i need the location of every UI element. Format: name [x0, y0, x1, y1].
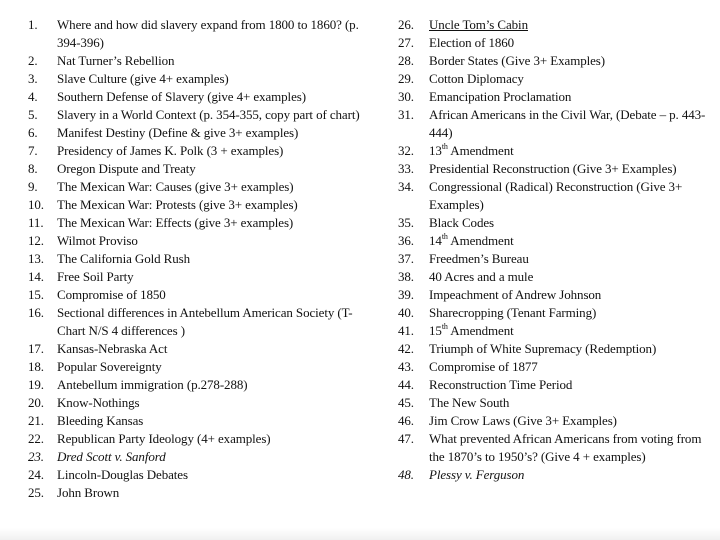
list-item — [398, 214, 710, 232]
item-text: Southern Defense of Slavery (give 4+ examples) — [57, 89, 306, 104]
list-item — [398, 322, 710, 340]
list-item — [398, 142, 710, 160]
list-item — [398, 250, 710, 268]
item-text: The California Gold Rush — [57, 251, 190, 266]
item-text: Nat Turner’s Rebellion — [57, 53, 175, 68]
item-text: Dred Scott v. Sanford — [57, 449, 166, 464]
item-number: 28. — [398, 53, 414, 68]
item-text: Compromise of 1877 — [429, 359, 538, 374]
item-number: 1. — [28, 17, 38, 32]
item-text — [429, 142, 710, 160]
item-text: Antebellum immigration (p.278-288) — [57, 377, 248, 392]
item-text: The Mexican War: Effects (give 3+ examples) — [57, 215, 294, 230]
item-number: 12. — [28, 233, 44, 248]
item-text — [429, 322, 710, 340]
item-number: 4. — [28, 89, 38, 104]
item-number: 6. — [28, 125, 38, 140]
list-item — [398, 430, 710, 466]
item-number: 24. — [28, 467, 44, 482]
list-item — [398, 340, 710, 358]
ordinal-number: 15 — [429, 323, 442, 338]
item-number: 5. — [28, 107, 38, 122]
item-text-rest: Amendment — [447, 143, 514, 158]
list-item — [398, 286, 710, 304]
ordinal-number: 14 — [429, 233, 442, 248]
item-text: Sectional differences in Antebellum American Society (T-Chart N/S 4 differences ) — [57, 305, 353, 338]
list-item — [28, 142, 368, 160]
item-number: 41. — [398, 323, 414, 338]
item-number: 20. — [28, 395, 44, 410]
list-item — [28, 430, 368, 448]
right-column — [398, 16, 710, 484]
item-number: 25. — [28, 485, 44, 500]
list-item — [28, 124, 368, 142]
ordinal-suffix: th — [441, 141, 448, 151]
list-item — [398, 358, 710, 376]
list-item — [28, 448, 368, 466]
item-text: 40 Acres and a mule — [429, 269, 534, 284]
list-item — [398, 88, 710, 106]
item-text: Plessy v. Ferguson — [429, 467, 525, 482]
list-item — [398, 304, 710, 322]
item-number: 38. — [398, 269, 414, 284]
list-item — [398, 178, 710, 214]
item-number: 10. — [28, 197, 44, 212]
item-text: Black Codes — [429, 215, 494, 230]
item-text-rest: Amendment — [447, 233, 514, 248]
item-number: 37. — [398, 251, 414, 266]
list-item — [28, 232, 368, 250]
item-number: 14. — [28, 269, 44, 284]
list-item — [398, 106, 710, 142]
list-item — [28, 196, 368, 214]
list-item — [28, 160, 368, 178]
item-text: Wilmot Proviso — [57, 233, 138, 248]
item-text: Congressional (Radical) Reconstruction (Give 3+ Examples) — [429, 179, 683, 212]
list-item — [398, 34, 710, 52]
list-item — [28, 214, 368, 232]
item-text: What prevented African Americans from voting from the 1870’s to 1950’s? (Give 4 + examples) — [429, 431, 702, 464]
item-number: 19. — [28, 377, 44, 392]
item-number: 17. — [28, 341, 44, 356]
list-item — [28, 466, 368, 484]
item-text: The Mexican War: Causes (give 3+ examples) — [57, 179, 294, 194]
item-number: 16. — [28, 305, 44, 320]
list-item — [398, 16, 710, 34]
item-number: 44. — [398, 377, 414, 392]
item-number: 48. — [398, 467, 414, 482]
item-number: 7. — [28, 143, 38, 158]
item-text: Slave Culture (give 4+ examples) — [57, 71, 229, 86]
item-text: Oregon Dispute and Treaty — [57, 161, 196, 176]
item-text: Impeachment of Andrew Johnson — [429, 287, 602, 302]
item-number: 26. — [398, 17, 414, 32]
item-number: 27. — [398, 35, 414, 50]
item-text: Presidency of James K. Polk (3 + examples) — [57, 143, 284, 158]
item-text: Know-Nothings — [57, 395, 140, 410]
item-text: Lincoln-Douglas Debates — [57, 467, 188, 482]
item-text: Free Soil Party — [57, 269, 134, 284]
item-number: 35. — [398, 215, 414, 230]
item-number: 13. — [28, 251, 44, 266]
item-text: Cotton Diplomacy — [429, 71, 524, 86]
item-text: Jim Crow Laws (Give 3+ Examples) — [429, 413, 617, 428]
item-text: The Mexican War: Protests (give 3+ examples) — [57, 197, 298, 212]
list-item — [28, 286, 368, 304]
item-text: Border States (Give 3+ Examples) — [429, 53, 605, 68]
item-text: The New South — [429, 395, 510, 410]
list-item — [28, 340, 368, 358]
list-item — [28, 376, 368, 394]
item-text: Republican Party Ideology (4+ examples) — [57, 431, 271, 446]
item-number: 2. — [28, 53, 38, 68]
topic-list-right — [398, 16, 710, 484]
item-number: 47. — [398, 431, 414, 446]
item-number: 15. — [28, 287, 44, 302]
ordinal-suffix: th — [441, 231, 448, 241]
item-text: Compromise of 1850 — [57, 287, 166, 302]
list-item — [28, 16, 368, 52]
item-number: 36. — [398, 233, 414, 248]
item-number: 33. — [398, 161, 414, 176]
ordinal-number: 13 — [429, 143, 442, 158]
list-item — [28, 106, 368, 124]
list-item — [28, 178, 368, 196]
list-item — [398, 268, 710, 286]
list-item — [28, 88, 368, 106]
item-text — [429, 232, 710, 250]
item-text-rest: Amendment — [447, 323, 514, 338]
list-item — [28, 70, 368, 88]
list-item — [28, 484, 368, 502]
item-number: 43. — [398, 359, 414, 374]
item-number: 9. — [28, 179, 38, 194]
item-number: 34. — [398, 179, 414, 194]
item-text: Emancipation Proclamation — [429, 89, 572, 104]
item-text: Election of 1860 — [429, 35, 515, 50]
item-text: Triumph of White Supremacy (Redemption) — [429, 341, 657, 356]
item-text: Bleeding Kansas — [57, 413, 144, 428]
item-text: Slavery in a World Context (p. 354-355, copy part of chart) — [57, 107, 360, 122]
list-item — [28, 304, 368, 340]
item-text: Sharecropping (Tenant Farming) — [429, 305, 597, 320]
list-item — [28, 268, 368, 286]
item-text: Freedmen’s Bureau — [429, 251, 529, 266]
item-number: 3. — [28, 71, 38, 86]
list-item — [398, 70, 710, 88]
list-item — [398, 160, 710, 178]
item-number: 30. — [398, 89, 414, 104]
item-text: Manifest Destiny (Define & give 3+ examples) — [57, 125, 299, 140]
item-number: 18. — [28, 359, 44, 374]
list-item — [398, 412, 710, 430]
list-item — [398, 376, 710, 394]
item-number: 40. — [398, 305, 414, 320]
item-text: John Brown — [57, 485, 120, 500]
item-number: 23. — [28, 449, 44, 464]
item-number: 32. — [398, 143, 414, 158]
item-text: Popular Sovereignty — [57, 359, 162, 374]
item-number: 42. — [398, 341, 414, 356]
item-text: African Americans in the Civil War, (Debate – p. 443-444) — [429, 107, 706, 140]
ordinal-suffix: th — [441, 321, 448, 331]
item-number: 22. — [28, 431, 44, 446]
item-text: Reconstruction Time Period — [429, 377, 573, 392]
list-item — [28, 394, 368, 412]
item-number: 46. — [398, 413, 414, 428]
item-text: Uncle Tom’s Cabin — [429, 17, 528, 32]
list-item — [398, 52, 710, 70]
list-item — [398, 232, 710, 250]
item-number: 45. — [398, 395, 414, 410]
page-bottom-edge — [0, 528, 720, 540]
item-text: Kansas-Nebraska Act — [57, 341, 168, 356]
left-column — [28, 16, 368, 502]
list-item — [28, 250, 368, 268]
item-number: 39. — [398, 287, 414, 302]
item-number: 21. — [28, 413, 44, 428]
list-item — [28, 358, 368, 376]
item-text: Presidential Reconstruction (Give 3+ Examples) — [429, 161, 677, 176]
list-item — [398, 466, 710, 484]
item-number: 29. — [398, 71, 414, 86]
topic-list-left — [28, 16, 368, 502]
list-item — [398, 394, 710, 412]
item-number: 31. — [398, 107, 414, 122]
list-item — [28, 412, 368, 430]
item-number: 11. — [28, 215, 44, 230]
item-number: 8. — [28, 161, 38, 176]
item-text: Where and how did slavery expand from 1800 to 1860? (p. 394-396) — [57, 17, 359, 50]
list-item — [28, 52, 368, 70]
